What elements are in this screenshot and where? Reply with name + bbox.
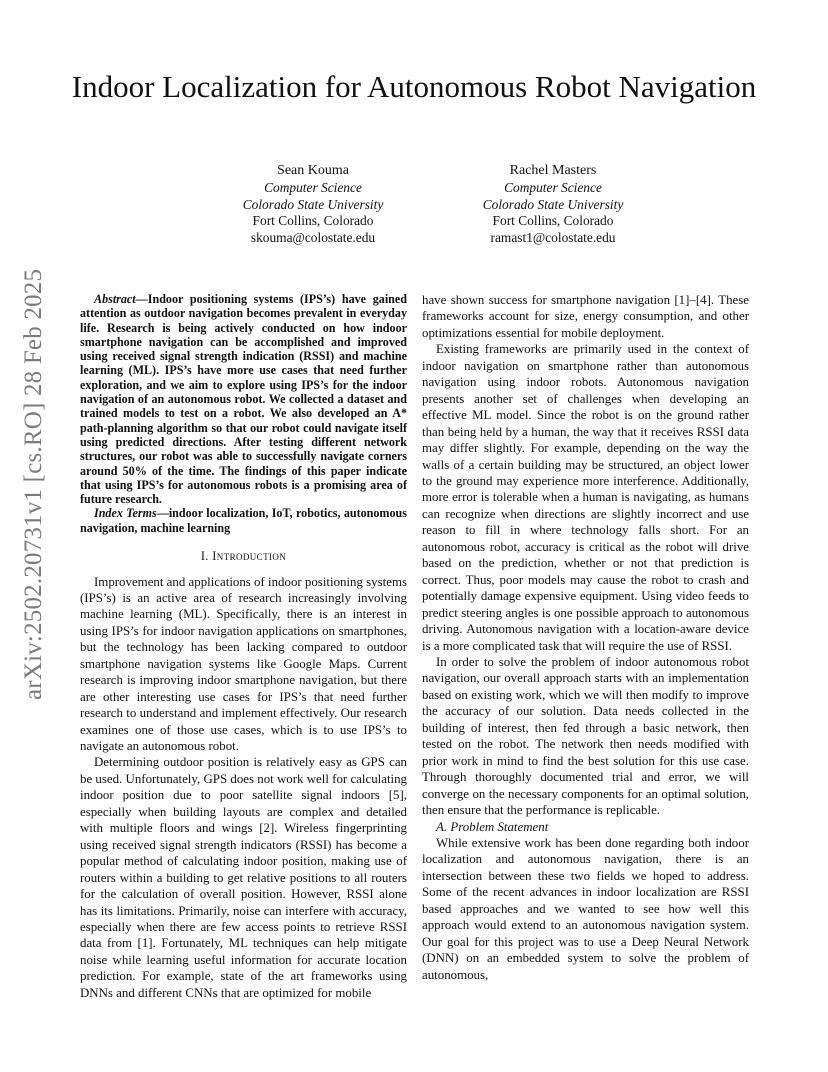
section-heading [80,548,407,564]
paragraph: Improvement and applications of indoor positioning systems (IPS’s) is an active area of research increasingly involving machine learning (ML). Specifically, there is an interest in using IPS’s for indoor navigation applications on smartphones, but the technology has been lacking compared to outdoor smartphone navigation systems like Google Maps. Current research is improving indoor smartphone navigation, but there are other interesting use cases for IPS’s that need further research to understand and implement effectively. Our research examines one of those use cases, which is to use IPS’s to navigate an autonomous robot. [80,574,407,754]
section-number: I. [200,549,209,564]
abstract [80,292,407,506]
author-place: Fort Collins, Colorado [492,213,614,229]
author-name: Sean Kouma [277,163,349,178]
left-column [80,292,407,1001]
right-column [422,292,749,983]
author-org: Colorado State University [242,196,384,212]
author-org: Colorado State University [482,196,624,212]
section-title: Introduction [212,549,287,564]
author-email: skouma@colostate.edu [250,230,376,246]
author-place: Fort Collins, Colorado [252,213,374,229]
arxiv-stamp [20,268,52,732]
index-terms-label: Index Terms [94,506,157,521]
author-block-2 [423,163,683,247]
author-dept: Computer Science [264,179,362,195]
index-terms [80,506,407,535]
author-dept: Computer Science [504,179,602,195]
author-block-1 [183,163,443,247]
index-terms-text: —indoor localization, IoT, robotics, autonomous navigation, machine learning [80,506,407,535]
arxiv-stamp-text: arXiv:2502.20731v1 [cs.RO] 28 Feb 2025 [20,268,47,700]
paragraph: In order to solve the problem of indoor autonomous robot navigation, our overall approach starts with an implementation based on existing work, which we will then modify to improve the accuracy of our solution. Data needs collected in the building of interest, then fed through a basic network, then tested on the robot. The network then needs modified with prior work in mind to find the best solution for this use case. Through thoroughly documented trial and error, we will converge on the necessary components for an optimal solution, then ensure that the performance is replicable. [422,654,749,818]
abstract-label: Abstract [94,292,136,306]
paragraph: Determining outdoor position is relatively easy as GPS can be used. Unfortunately, GPS does not work well for calculating indoor position due to poor satellite signal indoors [5], especially when building layouts are complex and detailed with multiple floors and wings [2]. Wireless fingerprinting using received signal strength indicators (RSSI) has become a popular method of calculating indoor position, making use of routers within a building to get relative positions to all routers for the calculation of overall position. However, RSSI alone has its limitations. Primarily, noise can interfere with accuracy, especially when there are few access points to retrieve RSSI data from [1]. Fortunately, ML techniques can help mitigate noise while learning useful information for accurate location prediction. For example, state of the art frameworks using DNNs and different CNNs that are optimized for mobile [80,755,407,1000]
subsection-heading: A. Problem Statement [436,819,549,834]
paragraph: Existing frameworks are primarily used in the context of indoor navigation on smartphone rather than autonomous navigation using indoor robots. Autonomous navigation presents another set of challenges when developing an effective ML model. Since the robot is on the ground rather than being held by a human, the way that it receives RSSI data may differ slightly. For example, depending on the way the walls of a certain building may be structured, an object lower to the ground may experience more interference. Additionally, more error is tolerable when a human is navigating, as humans can recognize when directions are slightly incorrect and use reason to fill in where technology falls short. For an autonomous robot, accuracy is critical as the robot will drive based on the prediction, whether or not that prediction is correct. Thus, poor models may cause the robot to crash and potentially damage expensive equipment. Using video feeds to predict steering angles is one possible approach to autonomous driving. Autonomous navigation with a location-aware device is a more complicated task that will require the use of RSSI. [422,342,749,653]
author-email: ramast1@colostate.edu [490,230,616,246]
author-name: Rachel Masters [509,163,597,178]
paragraph: have shown success for smartphone navigation [1]–[4]. These frameworks account for size, energy consumption, and other optimizations essential for mobile deployment. [422,293,749,340]
abstract-text: —Indoor positioning systems (IPS’s) have gained attention as outdoor navigation becomes prevalent in everyday life. Research is being actively conducted on how indoor smartphone navigation can be accomplished and improved using received signal strength indication (RSSI) and machine learning (ML). IPS’s have more use cases that need further exploration, and we aim to explore using IPS’s for the indoor navigation of an autonomous robot. We collected a dataset and trained models to test on a robot. We also developed an A* path-planning algorithm so that our robot could navigate itself using predicted directions. After testing different network structures, our robot was able to successfully navigate corners around 50% of the time. The findings of this paper indicate that using IPS’s for autonomous robots is a promising area of future research. [80,292,407,507]
paragraph: While extensive work has been done regarding both indoor localization and autonomous navigation, there is an intersection between these two fields we hoped to address. Some of the recent advances in indoor localization are RSSI based approaches and we wanted to see how well this approach would extend to an autonomous navigation system. Our goal for this project was to use a Deep Neural Network (DNN) on an embedded system to solve the problem of autonomous, [422,835,749,982]
paper-title: Indoor Localization for Autonomous Robot Navigation [71,69,757,104]
